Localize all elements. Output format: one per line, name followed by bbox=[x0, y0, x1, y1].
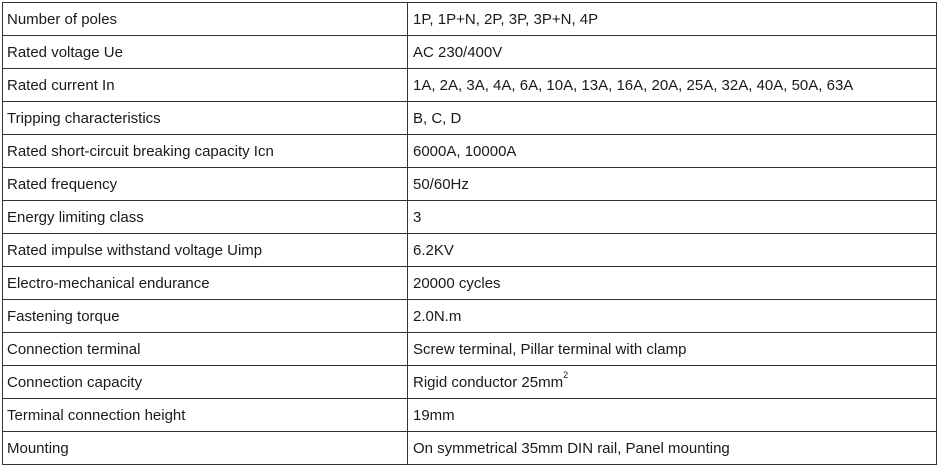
superscript-text: 2 bbox=[563, 369, 569, 380]
table-row bbox=[3, 168, 937, 201]
parameter-cell: Tripping characteristics bbox=[3, 102, 408, 135]
value-cell: AC 230/400V bbox=[408, 36, 937, 69]
value-cell: On symmetrical 35mm DIN rail, Panel mounting bbox=[408, 432, 937, 465]
table-row bbox=[3, 69, 937, 102]
table-row bbox=[3, 300, 937, 333]
value-cell: 50/60Hz bbox=[408, 168, 937, 201]
value-cell: Screw terminal, Pillar terminal with clamp bbox=[408, 333, 937, 366]
value-cell: 2.0N.m bbox=[408, 300, 937, 333]
parameter-cell: Rated short-circuit breaking capacity Icn bbox=[3, 135, 408, 168]
parameter-cell: Rated current In bbox=[3, 69, 408, 102]
parameter-cell: Terminal connection height bbox=[3, 399, 408, 432]
parameter-cell: Energy limiting class bbox=[3, 201, 408, 234]
parameter-cell: Mounting bbox=[3, 432, 408, 465]
parameter-cell: Rated voltage Ue bbox=[3, 36, 408, 69]
table-row bbox=[3, 366, 937, 399]
table-row bbox=[3, 3, 937, 36]
parameter-cell: Number of poles bbox=[3, 3, 408, 36]
parameter-cell: Fastening torque bbox=[3, 300, 408, 333]
parameter-cell: Connection capacity bbox=[3, 366, 408, 399]
value-cell: 3 bbox=[408, 201, 937, 234]
parameter-cell: Connection terminal bbox=[3, 333, 408, 366]
value-cell bbox=[408, 366, 937, 399]
value-cell: 19mm bbox=[408, 399, 937, 432]
parameter-cell: Rated impulse withstand voltage Uimp bbox=[3, 234, 408, 267]
value-cell: B, C, D bbox=[408, 102, 937, 135]
parameter-cell: Electro-mechanical endurance bbox=[3, 267, 408, 300]
table-row bbox=[3, 432, 937, 465]
value-cell: 6000A, 10000A bbox=[408, 135, 937, 168]
table-row bbox=[3, 102, 937, 135]
table-row bbox=[3, 333, 937, 366]
table-row bbox=[3, 36, 937, 69]
table-row bbox=[3, 234, 937, 267]
value-cell: 20000 cycles bbox=[408, 267, 937, 300]
table-row bbox=[3, 399, 937, 432]
table-row bbox=[3, 201, 937, 234]
value-cell: 1A, 2A, 3A, 4A, 6A, 10A, 13A, 16A, 20A, 25A, 32A, 40A, 50A, 63A bbox=[408, 69, 937, 102]
value-cell: 1P, 1P+N, 2P, 3P, 3P+N, 4P bbox=[408, 3, 937, 36]
value-text: Rigid conductor 25mm bbox=[413, 373, 564, 391]
table-row bbox=[3, 135, 937, 168]
table-row bbox=[3, 267, 937, 300]
spec-table bbox=[2, 2, 937, 465]
parameter-cell: Rated frequency bbox=[3, 168, 408, 201]
value-cell: 6.2KV bbox=[408, 234, 937, 267]
